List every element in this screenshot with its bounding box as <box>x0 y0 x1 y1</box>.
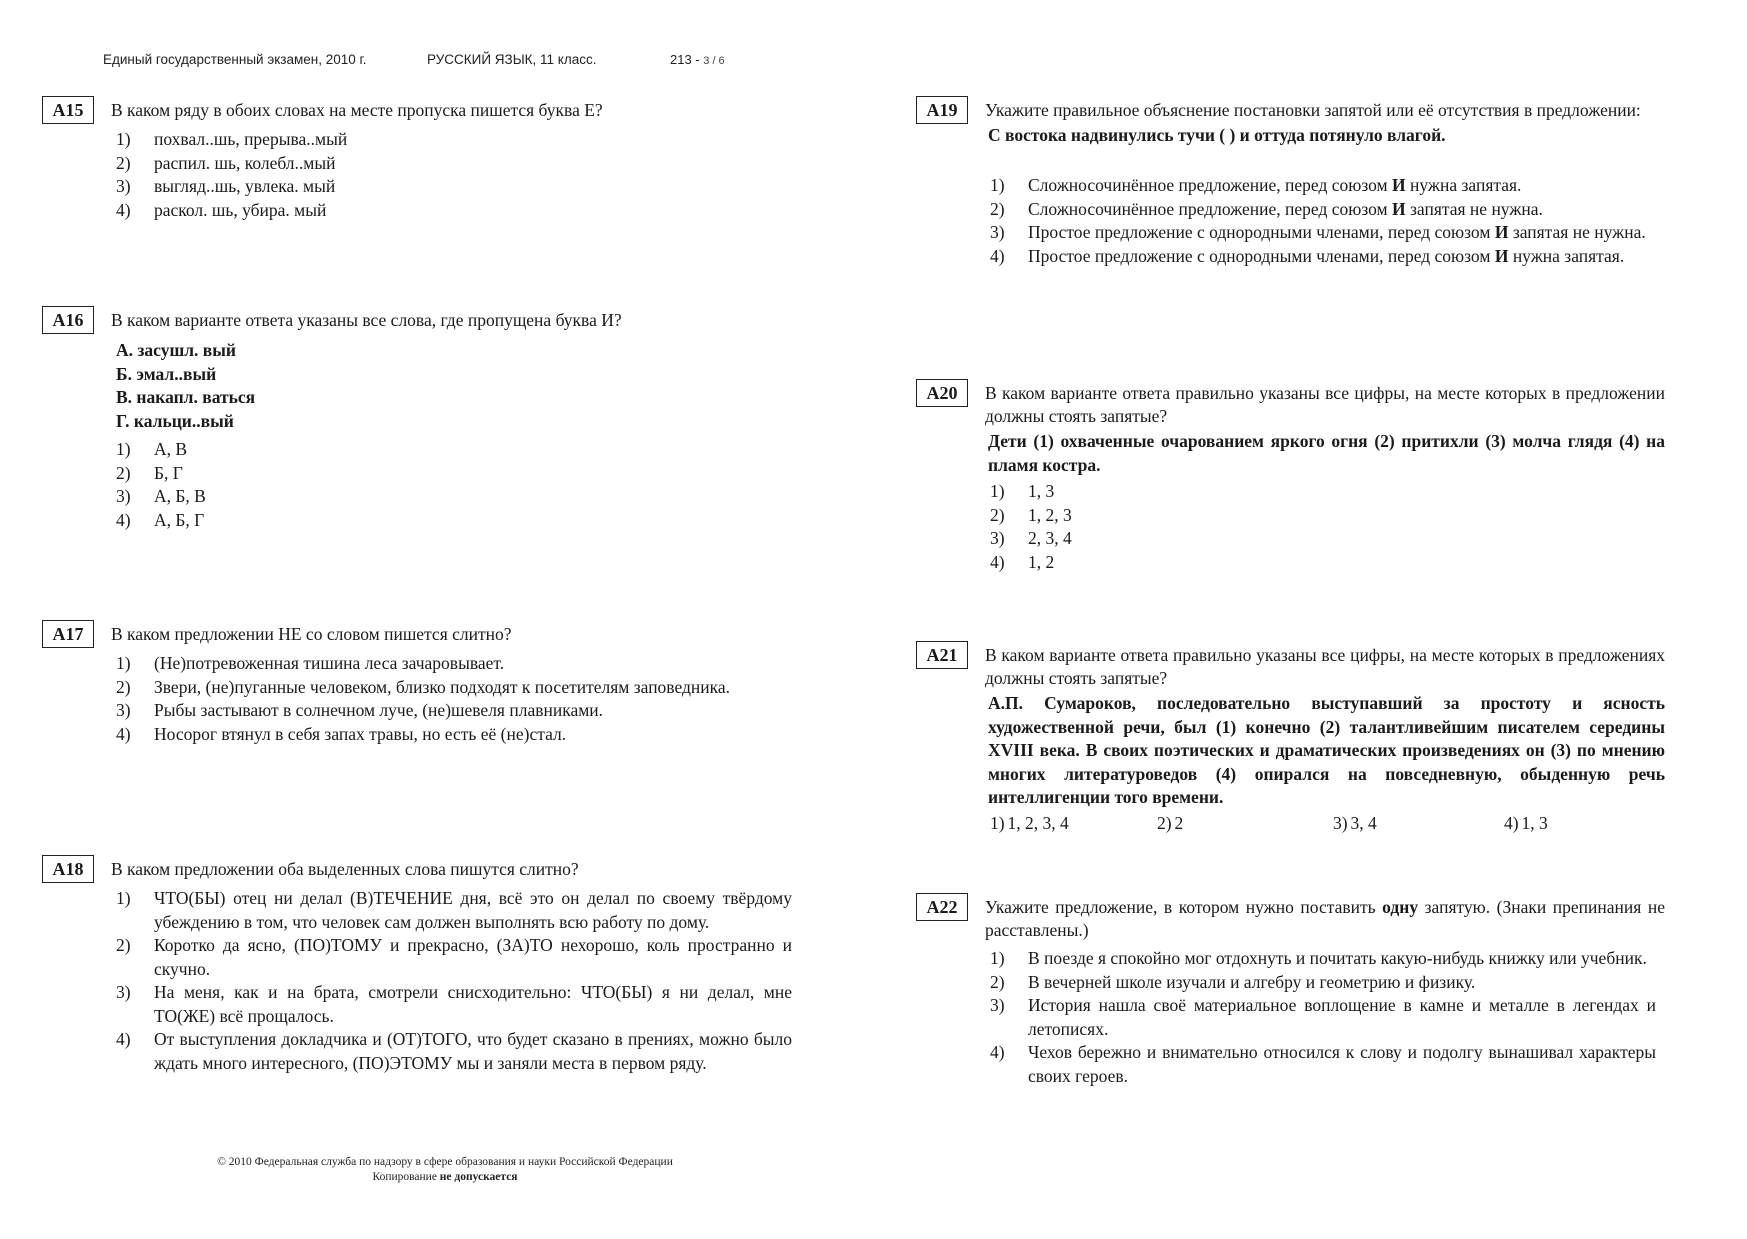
task-question: В каком ряду в обоих словах на месте пропуска пишется буква Е? <box>111 100 603 120</box>
answer-option[interactable]: 4) 1, 3 <box>1504 813 1548 833</box>
answer-option[interactable]: 1) похвал..шь, прерыва..мый <box>116 129 348 149</box>
answer-option[interactable]: 2) 1, 2, 3 <box>990 504 1072 525</box>
answer-options <box>116 652 786 746</box>
answer-option[interactable]: 4) 1, 2 <box>990 551 1055 572</box>
word-item: А. засушл. вый <box>116 340 236 360</box>
copyright-line: © 2010 Федеральная служба по надзору в сфере образования и науки Российской Федерации <box>217 1156 673 1168</box>
answer-option[interactable]: 3) 3, 4 <box>1333 813 1377 833</box>
task-question: В каком варианте ответа указаны все слова, где пропущена буква И? <box>111 310 622 330</box>
answer-option[interactable]: 3) выгляд..шь, увлека. мый <box>116 176 336 196</box>
answer-option[interactable]: 1) Сложносочинённое предложение, перед союзом И нужна запятая. <box>990 175 1522 195</box>
word-item: Б. эмал..вый <box>116 363 217 384</box>
task-number: A20 <box>916 379 968 407</box>
word-item: В. накапл. ваться <box>116 387 256 407</box>
answer-option[interactable]: 4) Носорог втянул в себя запах травы, но есть её (не)стал. <box>116 723 567 744</box>
task-sentence: С востока надвинулись тучи ( ) и оттуда потянуло влагой. <box>988 125 1446 145</box>
answer-option[interactable]: 1) А, В <box>116 439 188 459</box>
task-body <box>985 99 1665 148</box>
answer-option[interactable]: 3) Рыбы застывают в солнечном луче, (не)шевеля плавниками. <box>116 700 604 720</box>
copy-notice: Копирование не допускается <box>372 1171 518 1183</box>
answer-option[interactable]: 2) Звери, (не)пуганные человеком, близко подходят к посетителям заповедника. <box>116 676 731 697</box>
task-number: A19 <box>916 96 968 124</box>
task-number: A16 <box>42 306 94 334</box>
task-body <box>985 644 1665 810</box>
answer-option[interactable]: 4) От выступления докладчика и (ОТ)ТОГО, что будет сказано в прениях, можно было ждать много интересного, (ПО)ЭТОМУ мы и заняли места в первом ряду. <box>116 1029 792 1073</box>
answer-option[interactable]: 2) 2 <box>1157 813 1184 833</box>
answer-options <box>116 128 776 222</box>
answer-option[interactable]: 4) Чехов бережно и внимательно относился к слову и подолгу вынашивал характеры своих героев. <box>990 1042 1656 1086</box>
exam-title: Единый государственный экзамен, 2010 г. <box>103 52 367 67</box>
task-number: A22 <box>916 893 968 921</box>
page-code <box>670 52 725 67</box>
task-question: В каком варианте ответа правильно указаны все цифры, на месте которых в предложениях должны стоять запятые? <box>985 645 1665 688</box>
answer-option[interactable]: 2) Коротко да ясно, (ПО)ТОМУ и прекрасно, (ЗА)ТО нехорошо, коль пространно и скучно. <box>116 935 792 979</box>
answer-options <box>116 438 776 532</box>
task-question: Укажите правильное объяснение постановки запятой или её отсутствия в предложении: <box>985 100 1641 120</box>
answer-options <box>990 947 1656 1088</box>
page-number: 3 / 6 <box>703 55 725 67</box>
answer-option[interactable]: 2) распил. шь, колебл..мый <box>116 152 336 173</box>
answer-option[interactable]: 4) Простое предложение с однородными членами, перед союзом И нужна запятая. <box>990 245 1625 266</box>
task-number: A15 <box>42 96 94 124</box>
task-sentence: Дети (1) охваченные очарованием яркого огня (2) притихли (3) молча глядя (4) на пламя костра. <box>988 431 1665 475</box>
task-number: A17 <box>42 620 94 648</box>
answer-option[interactable]: 3) Простое предложение с однородными членами, перед союзом И запятая не нужна. <box>990 222 1646 242</box>
answer-option[interactable]: 4) А, Б, Г <box>116 509 205 530</box>
variant-code: 213 - <box>670 52 700 67</box>
answer-option[interactable]: 3) На меня, как и на брата, смотрели снисходительно: ЧТО(БЫ) я ни делал, мне ТО(ЖЕ) всё прощалось. <box>116 982 792 1026</box>
subject-title: РУССКИЙ ЯЗЫК, 11 класс. <box>427 52 597 67</box>
task-question: В каком предложении оба выделенных слова пишутся слитно? <box>111 859 579 879</box>
answer-option[interactable]: 1) ЧТО(БЫ) отец ни делал (В)ТЕЧЕНИЕ дня, всё это он делал по своему твёрдому убеждению в том, что человек сам должен выполнять всю работу по дому. <box>116 888 792 932</box>
answer-option[interactable]: 2) Сложносочинённое предложение, перед союзом И запятая не нужна. <box>990 198 1543 219</box>
task-question: В каком предложении НЕ со словом пишется слитно? <box>111 624 512 644</box>
answer-option[interactable]: 2) В вечерней школе изучали и алгебру и геометрию и физику. <box>990 971 1476 992</box>
answer-option[interactable]: 1) 1, 2, 3, 4 <box>990 813 1069 833</box>
answer-option[interactable]: 4) раскол. шь, убира. мый <box>116 199 327 220</box>
word-list <box>116 339 255 433</box>
task-number: A18 <box>42 855 94 883</box>
task-sentence: А.П. Сумароков, последовательно выступавший за простоту и ясность художественной речи, был (1) конечно (2) талантливейшим писателем середины XVIII века. В своих поэтических и драматических произведениях он (3) по мнению многих литературоведов (4) опирался на повседневную, обыденную речь интеллигенции того времени. <box>988 693 1665 807</box>
answer-option[interactable]: 1) (Не)потревоженная тишина леса зачаровывает. <box>116 653 505 673</box>
answer-option[interactable]: 2) Б, Г <box>116 462 183 483</box>
answer-option[interactable]: 3) А, Б, В <box>116 486 206 506</box>
task-question: В каком варианте ответа правильно указаны все цифры, на месте которых в предложении должны стоять запятые? <box>985 383 1665 426</box>
page-footer <box>0 1155 890 1185</box>
answer-option[interactable]: 1) В поезде я спокойно мог отдохнуть и почитать какую-нибудь книжку или учебник. <box>990 948 1647 968</box>
task-question: Укажите предложение, в котором нужно поставить одну запятую. (Знаки препинания не расставлены.) <box>985 897 1665 940</box>
answer-option[interactable]: 3) 2, 3, 4 <box>990 528 1072 548</box>
answer-option[interactable]: 3) История нашла своё материальное воплощение в камне и металле в легендах и летописях. <box>990 995 1656 1039</box>
answer-options <box>116 887 792 1075</box>
word-item: Г. кальци..вый <box>116 410 234 431</box>
answer-options <box>990 174 1656 268</box>
task-number: A21 <box>916 641 968 669</box>
answer-options <box>990 480 1590 574</box>
task-body <box>985 382 1665 477</box>
answer-option[interactable]: 1) 1, 3 <box>990 481 1055 501</box>
